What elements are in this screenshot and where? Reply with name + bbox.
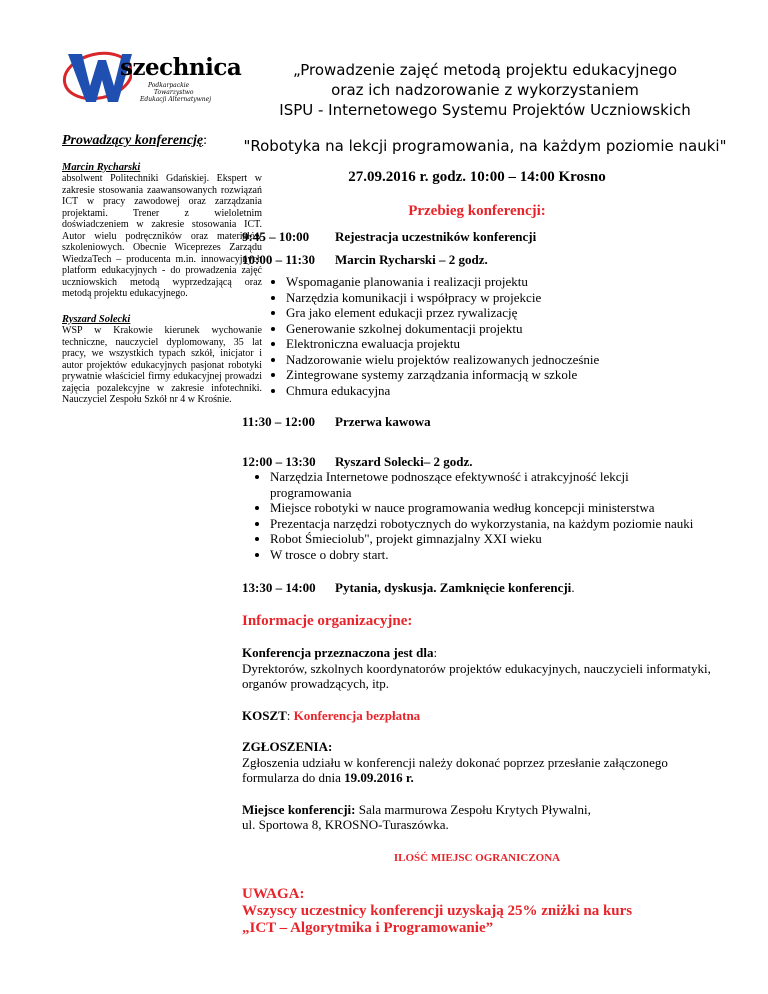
- slot-time: 12:00 – 13:30: [242, 453, 316, 469]
- agenda-title: Przebieg konferencji:: [408, 202, 546, 219]
- list-item: • Robot Śmieciolub", projekt gimnazjalny XXI wieku: [270, 531, 712, 547]
- slot-time: 13:30 – 14:00: [242, 580, 316, 595]
- date-line: 27.09.2016 r. godz. 10:00 – 14:00 Krosno: [348, 169, 606, 185]
- slot-title: Marcin Rycharski – 2 godz.: [335, 251, 488, 267]
- slot-title: Ryszard Solecki– 2 godz.: [335, 453, 473, 469]
- slot-title: Przerwa kawowa: [335, 414, 431, 429]
- note-block: [242, 886, 712, 937]
- list-item: • Miejsce robotyki w nauce programowania według koncepcji ministerstwa: [270, 500, 712, 516]
- header-line-2: oraz ich nadzorowanie z wykorzystaniem: [331, 81, 639, 99]
- cost-line: KOSZT: Konferencja bezpłatna: [242, 707, 421, 723]
- agenda-column: [242, 170, 712, 937]
- list-item: • Generowanie szkolnej dokumentacji projektu: [286, 321, 712, 337]
- note-title: UWAGA:: [242, 886, 305, 902]
- logo-subtitle-2: Towarzystwo: [154, 89, 194, 96]
- list-item: • Nadzorowanie wielu projektów realizowanych jednocześnie: [286, 352, 712, 368]
- registration-label: ZGŁOSZENIA:: [242, 739, 333, 754]
- slot-title: Pytania, dyskusja. Zamknięcie konferencji: [335, 580, 572, 595]
- header-line-3: ISPU - Internetowego Systemu Projektów Uczniowskich: [279, 101, 691, 119]
- cost-value: Konferencja bezpłatna: [293, 707, 421, 723]
- conference-subtitle: "Robotyka na lekcji programowania, na każdym poziomie nauki": [243, 137, 727, 155]
- header-line-1: „Prowadzenie zajęć metodą projektu edukacyjnego: [292, 61, 678, 79]
- venue-address: ul. Sportowa 8, KROSNO-Turaszówka.: [242, 817, 449, 832]
- agenda-slot-3: [242, 414, 712, 430]
- note-line-1: Wszyscy uczestnicy konferencji uzyskają 25% zniżki na kurs: [242, 903, 633, 919]
- logo-wordmark: szechnica: [120, 54, 242, 81]
- speakers-column: Prowadzący konferencję: Marcin Rycharski absolwent Politechniki Gdańskiej. Ekspert w zakresie stosowania zaawansowanych rozwiązań ICT w pracy zawodowej oraz zarządzania projektami. Trener z wieloletnim doświadczeniem w zakresie stosowania ICT. Autor wielu podręczników oraz materiałów szkoleniowych. Obecnie Wiceprezes Zarządu WiedzaTech – producenta m.in. innowacyjnych platform edukacyjnych - do prowadzenia zajęć uczniowskich metodą wyprzedzającą oraz metodą projektu edukacyjnego. Ryszard Solecki WSP w Krakowie kierunek wychowanie techniczne, nauczyciel dyplomowany, 35 lat pracy, we wszystkich typach szkół, inicjator i autor projektów edukacyjnych pasjonat robotyki prywatnie właściciel firmy edukacyjnej prowadzi zajęcia pozalekcyjne w zakresie infotechniki. Nauczyciel Zespołu Szkół nr 4 w Krośnie.: [62, 133, 262, 405]
- slot-time: 11:30 – 12:00: [242, 414, 315, 429]
- logo-subtitle-1: Podkarpackie: [148, 82, 190, 89]
- slot-2-topics: [242, 274, 712, 398]
- speaker-2-name: Ryszard Solecki: [62, 313, 131, 325]
- venue-label: Miejsce konferencji:: [242, 801, 356, 817]
- agenda-slot-4: [242, 454, 712, 470]
- agenda-slot-5: 13:30 – 14:00 Pytania, dyskusja. Zamknięcie konferencji.: [242, 580, 575, 595]
- registration-date: 19.09.2016 r.: [344, 770, 414, 785]
- limited-seats-notice: ILOŚĆ MIEJSC OGRANICZONA: [393, 851, 561, 864]
- registration-text: Zgłoszenia udziału w konferencji należy dokonać poprzez przesłanie załączonego formularza do dnia 19.09.2016 r.: [242, 754, 668, 785]
- agenda-slot-1: [242, 229, 712, 245]
- list-item: • W trosce o dobry start.: [270, 547, 712, 563]
- speaker-1-name: Marcin Rycharski: [62, 161, 141, 173]
- speaker-1-bio: absolwent Politechniki Gdańskiej. Ekspert w zakresie stosowania zaawansowanych rozwiązań ICT w pracy zawodowej oraz zarządzania projektami. Trener z wieloletnim doświadczeniem w zakresie stosowania ICT. Autor wielu podręczników oraz materiałów szkoleniowych. Obecnie Wiceprezes Zarządu WiedzaTech – producenta m.in. innowacyjnych platform edukacyjnych - do prowadzenia zajęć uczniowskich metodą wyprzedzającą oraz metodą projektu edukacyjnego.: [62, 173, 262, 299]
- list-item: • Zintegrowane systemy zarządzania informacją w szkole: [286, 367, 712, 383]
- speaker-2-bio: WSP w Krakowie kierunek wychowanie techniczne, nauczyciel dyplomowany, 35 lat pracy, we wszystkich typach szkół, inicjator i autor projektów edukacyjnych pasjonat robotyki prywatnie właściciel firmy edukacyjnej prowadzi zajęcia pozalekcyjne w zakresie infotechniki. Nauczyciel Zespołu Szkół nr 4 w Krośnie.: [62, 325, 262, 405]
- note-line-2: „ICT – Algorytmika i Programowanie”: [242, 920, 494, 936]
- list-item: • Narzędzia Internetowe podnoszące efektywność i atrakcyjność lekcji programowania: [270, 469, 712, 500]
- venue-line: Miejsce konferencji: Sala marmurowa Zespołu Krytych Pływalni,: [242, 801, 591, 817]
- cost-label: KOSZT: [242, 707, 287, 723]
- list-item: • Gra jako element edukacji przez rywalizację: [286, 305, 712, 321]
- slot-4-topics: [242, 469, 712, 562]
- audience-label: Konferencja przeznaczona jest dla:: [242, 645, 438, 660]
- list-item: • Wspomaganie planowania i realizacji projektu: [286, 274, 712, 290]
- info-title: Informacje organizacyjne:: [242, 612, 413, 629]
- list-item: • Chmura edukacyjna: [286, 383, 712, 399]
- slot-time: 10:00 – 11:30: [242, 251, 315, 267]
- speakers-heading: Prowadzący konferencję: [62, 133, 204, 148]
- audience-text: Dyrektorów, szkolnych koordynatorów projektów edukacyjnych, nauczycieli informatyki, organów prowadzących, itp.: [242, 660, 711, 691]
- slot-title: Rejestracja uczestników konferencji: [335, 229, 537, 244]
- logo-subtitle-3: Edukacji Alternatywnej: [140, 96, 212, 103]
- list-item: • Narzędzia komunikacji i współpracy w projekcie: [286, 290, 712, 306]
- agenda-slot-2: [242, 252, 712, 268]
- wszechnica-logo: [62, 46, 242, 110]
- document-header: [255, 60, 715, 120]
- list-item: • Prezentacja narzędzi robotycznych do wykorzystania, na każdym poziomie nauki: [270, 516, 712, 532]
- list-item: • Elektroniczna ewaluacja projektu: [286, 336, 712, 352]
- slot-time: 9:45 – 10:00: [242, 229, 310, 244]
